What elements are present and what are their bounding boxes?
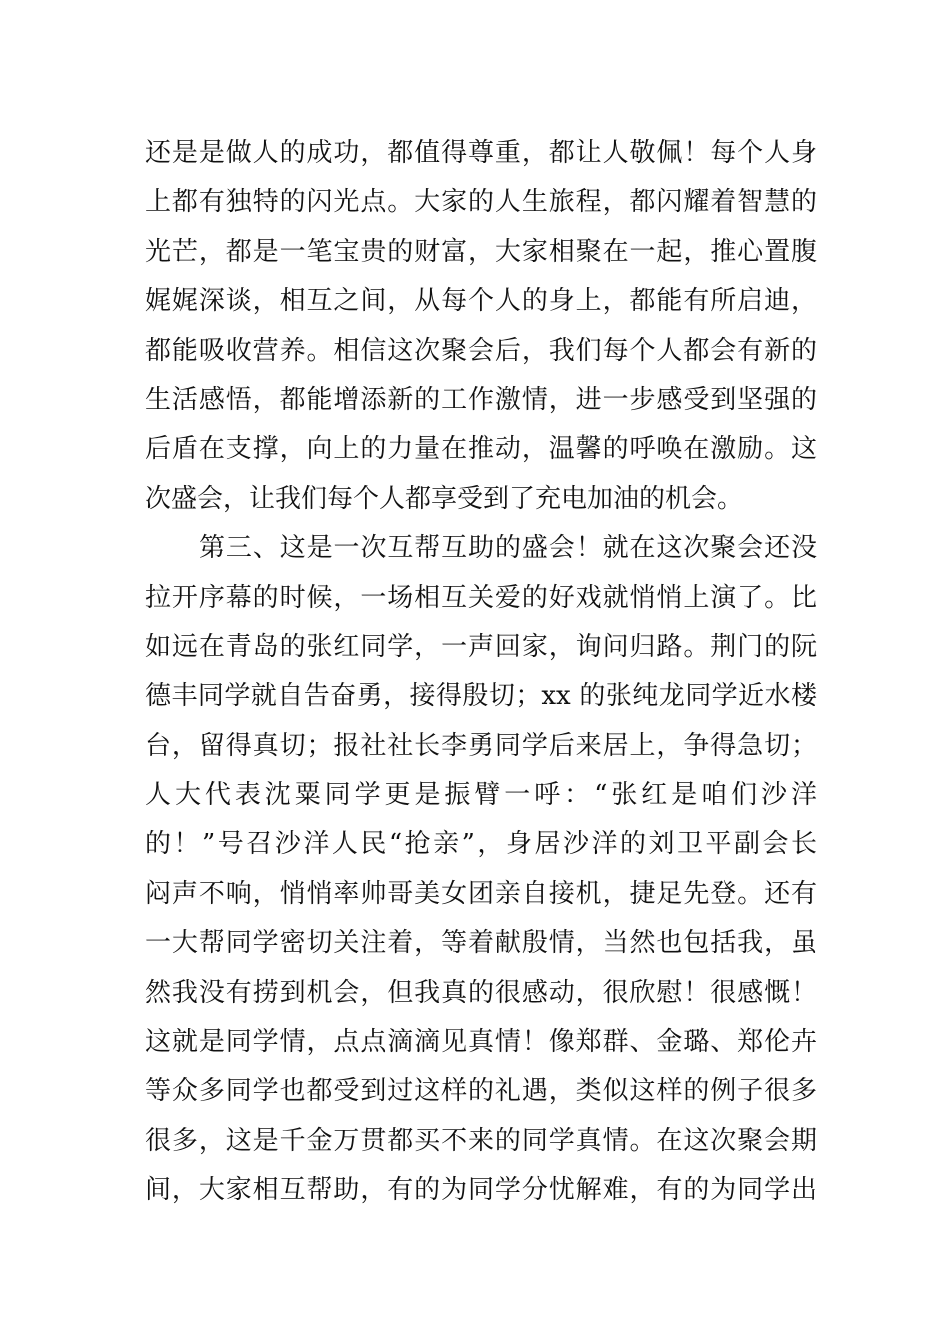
text-line: 然我没有捞到机会，但我真的很感动，很欣慰！很感慨！ bbox=[145, 977, 817, 1008]
text-line: 后盾在支撑，向上的力量在推动，温馨的呼唤在激励。这 bbox=[145, 434, 817, 465]
text-line: 上都有独特的闪光点。大家的人生旅程，都闪耀着智慧的 bbox=[145, 187, 817, 218]
text-line: 闷声不响，悄悄率帅哥美女团亲自接机，捷足先登。还有 bbox=[145, 878, 817, 909]
paragraph-start-line: 第三、这是一次互帮互助的盛会！就在这次聚会还没 bbox=[199, 533, 817, 564]
text-line: 娓娓深谈，相互之间，从每个人的身上，都能有所启迪， bbox=[145, 286, 817, 317]
text-line: 都能吸收营养。相信这次聚会后，我们每个人都会有新的 bbox=[145, 335, 817, 366]
text-line: 这就是同学情，点点滴滴见真情！像郑群、金璐、郑伦卉 bbox=[145, 1027, 817, 1058]
text-line: 如远在青岛的张红同学，一声回家，询问归路。荆门的阮 bbox=[145, 631, 817, 662]
text-line: 的！”号召沙洋人民“抢亲”，身居沙洋的刘卫平副会长 bbox=[145, 829, 817, 860]
text-line: 光芒，都是一笔宝贵的财富，大家相聚在一起，推心置腹 bbox=[145, 236, 817, 267]
text-line: 拉开序幕的时候，一场相互关爱的好戏就悄悄上演了。比 bbox=[145, 582, 817, 613]
text-line: 人大代表沈粟同学更是振臂一呼：“张红是咱们沙洋 bbox=[145, 780, 817, 811]
text-line: 间，大家相互帮助，有的为同学分忧解难，有的为同学出 bbox=[145, 1175, 817, 1206]
text-line: 台，留得真切；报社社长李勇同学后来居上，争得急切； bbox=[145, 730, 817, 761]
text-line: 一大帮同学密切关注着，等着献殷情，当然也包括我，虽 bbox=[145, 928, 817, 959]
text-line: 次盛会，让我们每个人都享受到了充电加油的机会。 bbox=[145, 483, 744, 514]
text-line: 生活感悟，都能增添新的工作激情，进一步感受到坚强的 bbox=[145, 384, 817, 415]
text-line: 还是是做人的成功，都值得尊重，都让人敬佩！每个人身 bbox=[145, 138, 817, 168]
text-line: 德丰同学就自告奋勇，接得殷切；xx 的张纯龙同学近水楼 bbox=[145, 681, 817, 712]
text-line: 很多，这是千金万贯都买不来的同学真情。在这次聚会期 bbox=[145, 1125, 817, 1156]
text-line: 等众多同学也都受到过这样的礼遇，类似这样的例子很多 bbox=[145, 1076, 817, 1107]
body-text bbox=[145, 129, 817, 1216]
